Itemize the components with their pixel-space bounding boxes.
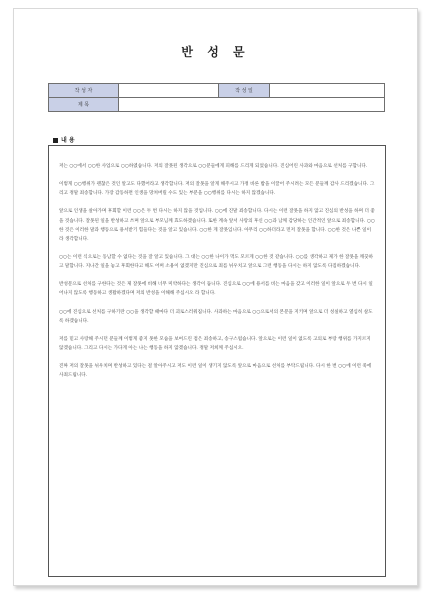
section-label: 내 용 [61, 137, 75, 144]
paragraph-5: 반성문으로 선처를 구한다는 것은 제 잘못에 비해 너무 미약하다는 생각이 듭니다. 진심으로 ○○에 용서를 비는 마음을 갖고 이러한 일이 앞으로 두 번 다시 일어나지 않도록 행동하고 생활하겠다며 저의 반성을 이해해 주십시오 라 합니다. [59, 282, 373, 297]
subject-value [119, 98, 385, 112]
paragraph-2: 이렇게 ○○행위가 괜찮은 것인 알고도 다했어라고 생각합니다. 저의 잘못을 알게 해주시고 가정 바른 밥을 이끌어 주시려는 모든 분들께 감사 드리겠습니다. 그리고 정말 죄송합니다. 가장 감동하면 인생을 망쳐버릴 수도 있는 부분을 ○○행위를 다시는 하지 않겠습니다. [59, 182, 375, 197]
paragraph-3: 앞으로 인생을 살아가며 후회할 이런 ○○은 두 번 다시는 하지 않을 것입니다. ○○에 진말 죄송합니다. 다시는 이런 잘못을 하지 않고 진심의 반성을 하며 더 좋을 것습니다. 잘못된 일을 반성하고 쓰며 앞으로 부모님께 효도하겠습니다. 또한 계속 앞서 사랑의 후신 ○○과 남께 감당하는 인간적인 앞으로 죄송합니다. ○○한 것은 이러한 말과 행동으로 용서받기 힘들다는 것을 알고 있습니다. ○○한 게 잘못입니다. 아무리 ○○하더라고 먼저 잘못을 합니다. ○○한 것은 나쁜 일이라 생각합니다. [59, 209, 375, 242]
header-row-author [49, 84, 385, 98]
date-label: 작 성 일 [219, 84, 270, 98]
paragraph-7: 저를 믿고 사랑해 주시던 분들께 이렇게 좋지 못한 모습을 보여드린 점은 죄송하고, 송구스럽습니다. 앞으로는 이런 일이 없도록 고의로 부랑 행위를 가지르지 않겠습니다. 그리고 다시는 가다게 아는 나는 행동을 하지 않겠습니다. 정말 저희께 주십시오. [59, 336, 371, 351]
subject-label: 제 목 [49, 98, 119, 112]
paragraph-4: ○○는 이런 식으로는 동남할 수 없다는 것을 잘 알고 있습니다. 그 대는 ○○한 나이가 먹도 모르게 ○○한 것 같습니다. ○○를 생각하고 제가 한 잘못을 깨끗하고 말합니다. 지나간 일을 놓고 후회한다고 해도 어쩌 소용이 없겠지만 진심으로 죄를 뉘우치고 앞으로 그런 행동을 다시는 하지 않도록 다짐하겠습니다. [59, 254, 374, 270]
content-body [59, 162, 375, 389]
square-bullet-icon [53, 138, 58, 143]
document-page [13, 8, 418, 586]
content-section-heading [53, 135, 75, 144]
paragraph-1: 저는 ○○에서 ○○한 사업으로 ○○하였습니다. 저의 잘못된 생각으로 ○○분들에게 피해를 드리게 되었습니다. 진심어린 사과와 마음으로 선처를 구합니다. [59, 164, 368, 169]
paragraph-6: ○○에 진심으로 선처를 구하기란 ○○을 생각할 때마다 더 괴로스러워집니다. 사과하는 마음으로 ○○으로서의 본분을 지키며 앞으로 더 성실하고 열심히 살도록 하겠습니다. [59, 309, 373, 324]
header-table [48, 83, 385, 112]
author-value [119, 84, 219, 98]
header-row-subject [49, 98, 385, 112]
date-value [270, 84, 385, 98]
document-title: 반 성 문 [181, 45, 250, 59]
paragraph-8: 진짜 저의 잘못을 뉘우치며 반성하고 있다는 걸 알아주시고 저도 이런 일이 생기지 않도록 앞으로 마음으로 선처를 부탁드립니다. 다시 한 번 ○○에 이런 죽에 사죄드립니다. [59, 364, 372, 379]
author-label: 작 성 자 [49, 84, 119, 98]
content-box [48, 145, 386, 577]
